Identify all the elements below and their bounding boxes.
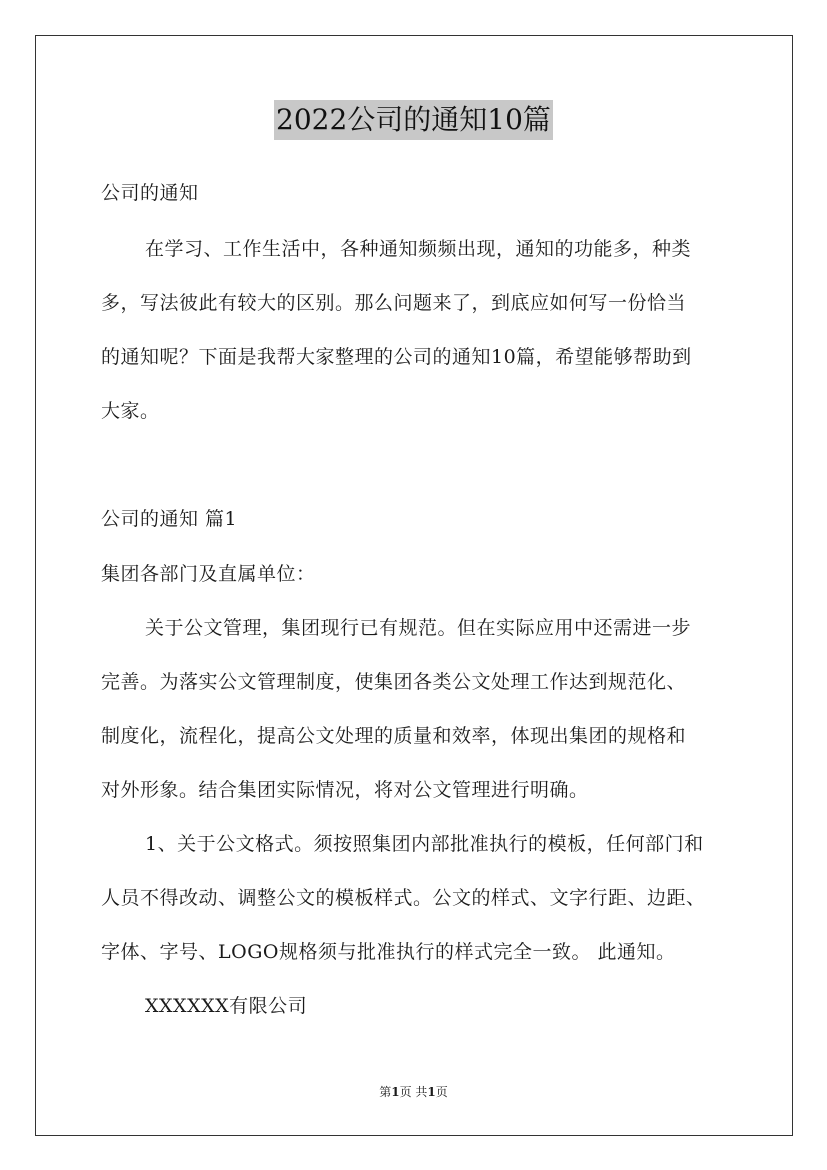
paragraph-line: 对外形象。结合集团实际情况，将对公文管理进行明确。 bbox=[101, 779, 589, 801]
title-block bbox=[0, 100, 827, 140]
paragraph-line: 大家。 bbox=[101, 400, 160, 422]
paragraph-line: 关于公文管理，集团现行已有规范。但在实际应用中还需进一步 bbox=[145, 617, 692, 639]
intro-heading: 公司的通知 bbox=[101, 182, 199, 204]
section-heading: 公司的通知 篇1 bbox=[101, 508, 238, 530]
paragraph-line: 多，写法彼此有较大的区别。那么问题来了，到底应如何写一份恰当 bbox=[101, 292, 687, 314]
page-footer bbox=[0, 1084, 827, 1100]
paragraph-line: 字体、字号、LOGO规格须与批准执行的样式完全一致。 此通知。 bbox=[101, 941, 676, 963]
footer-middle: 页 共 bbox=[399, 1085, 428, 1099]
paragraph-line: 制度化，流程化，提高公文处理的质量和效率，体现出集团的规格和 bbox=[101, 725, 687, 747]
salutation: 集团各部门及直属单位： bbox=[101, 563, 316, 585]
footer-suffix: 页 bbox=[435, 1085, 448, 1099]
footer-page-number: 1 bbox=[391, 1085, 400, 1099]
signature-company: XXXXXX有限公司 bbox=[145, 995, 308, 1017]
footer-prefix: 第 bbox=[379, 1085, 392, 1099]
document-title: 2022公司的通知10篇 bbox=[274, 100, 553, 140]
footer-page-total: 1 bbox=[427, 1085, 436, 1099]
paragraph-line: 的通知呢？下面是我帮大家整理的公司的通知10篇，希望能够帮助到 bbox=[101, 346, 692, 368]
paragraph-line: 在学习、工作生活中，各种通知频频出现，通知的功能多，种类 bbox=[145, 238, 692, 260]
paragraph-line: 完善。为落实公文管理制度，使集团各类公文处理工作达到规范化、 bbox=[101, 671, 687, 693]
paragraph-line: 1、关于公文格式。须按照集团内部批准执行的模板，任何部门和 bbox=[145, 833, 704, 855]
paragraph-line: 人员不得改动、调整公文的模板样式。公文的样式、文字行距、边距、 bbox=[101, 887, 706, 909]
